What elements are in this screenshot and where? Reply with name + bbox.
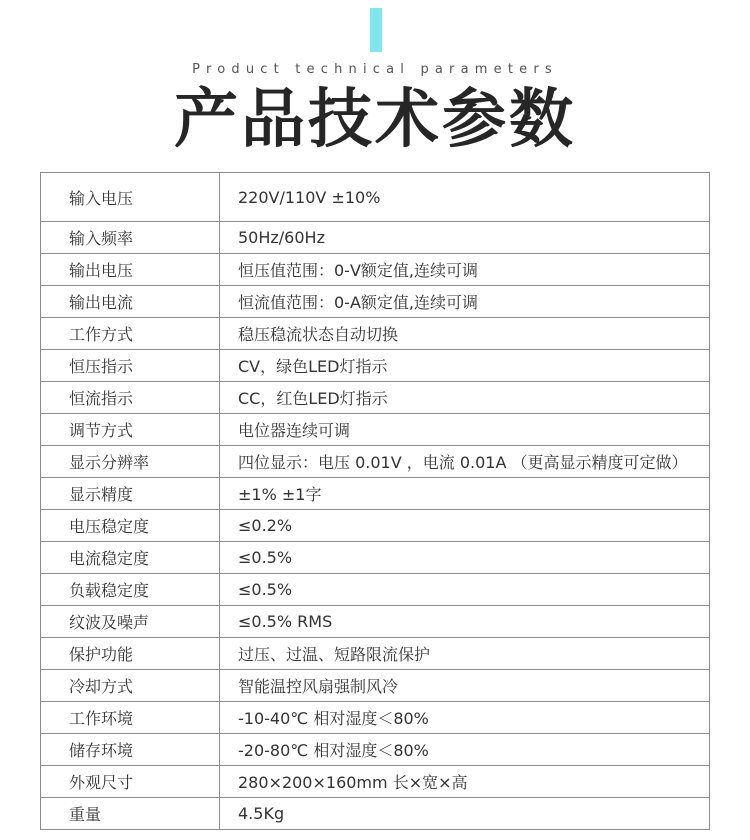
- parameter-value: 50Hz/60Hz: [220, 222, 710, 254]
- parameter-label: 显示分辨率: [41, 446, 220, 478]
- table-row: [41, 173, 710, 222]
- parameter-label: 工作环境: [41, 702, 220, 734]
- parameter-label: 输入频率: [41, 222, 220, 254]
- parameter-value: 220V/110V ±10%: [220, 173, 710, 222]
- parameter-label: 储存环境: [41, 734, 220, 766]
- parameter-label: 工作方式: [41, 318, 220, 350]
- table-row: [41, 382, 710, 414]
- parameter-label: 负载稳定度: [41, 574, 220, 606]
- table-row: [41, 318, 710, 350]
- parameters-table-body: [41, 173, 710, 830]
- accent-bar: [370, 8, 382, 52]
- parameter-label: 调节方式: [41, 414, 220, 446]
- table-row: [41, 350, 710, 382]
- parameter-value: 280×200×160mm 长×宽×高: [220, 766, 710, 798]
- parameter-value: 四位显示：电压 0.01V ，电流 0.01A （更高显示精度可定做）: [220, 446, 710, 478]
- parameters-table: [40, 172, 710, 830]
- parameter-label: 外观尺寸: [41, 766, 220, 798]
- table-row: [41, 414, 710, 446]
- parameter-value: 过压、过温、短路限流保护: [220, 638, 710, 670]
- parameter-value: 智能温控风扇强制风冷: [220, 670, 710, 702]
- parameter-value: 恒流值范围：0-A额定值,连续可调: [220, 286, 710, 318]
- parameter-value: -20-80℃ 相对湿度＜80%: [220, 734, 710, 766]
- parameter-value: CV，绿色LED灯指示: [220, 350, 710, 382]
- parameter-value: 稳压稳流状态自动切换: [220, 318, 710, 350]
- table-row: [41, 446, 710, 478]
- table-row: [41, 734, 710, 766]
- table-row: [41, 798, 710, 830]
- parameter-label: 输出电流: [41, 286, 220, 318]
- parameter-label: 电压稳定度: [41, 510, 220, 542]
- table-row: [41, 222, 710, 254]
- page-subtitle: Product technical parameters: [192, 62, 558, 77]
- table-row: [41, 254, 710, 286]
- parameter-value: ≤0.5%: [220, 542, 710, 574]
- parameter-value: -10-40℃ 相对湿度＜80%: [220, 702, 710, 734]
- page-title: 产品技术参数: [174, 83, 576, 157]
- table-row: [41, 574, 710, 606]
- parameter-value: ≤0.5%: [220, 574, 710, 606]
- table-row: [41, 542, 710, 574]
- table-row: [41, 606, 710, 638]
- parameter-value: ≤0.5% RMS: [220, 606, 710, 638]
- parameter-label: 输出电压: [41, 254, 220, 286]
- parameter-label: 冷却方式: [41, 670, 220, 702]
- parameter-label: 保护功能: [41, 638, 220, 670]
- parameter-label: 重量: [41, 798, 220, 830]
- parameter-label: 恒流指示: [41, 382, 220, 414]
- parameter-value: 4.5Kg: [220, 798, 710, 830]
- parameter-value: ±1% ±1字: [220, 478, 710, 510]
- table-row: [41, 510, 710, 542]
- parameter-label: 电流稳定度: [41, 542, 220, 574]
- table-row: [41, 670, 710, 702]
- parameter-value: ≤0.2%: [220, 510, 710, 542]
- table-row: [41, 638, 710, 670]
- parameter-label: 输入电压: [41, 173, 220, 222]
- parameter-value: 恒压值范围：0-V额定值,连续可调: [220, 254, 710, 286]
- table-row: [41, 478, 710, 510]
- table-row: [41, 286, 710, 318]
- table-row: [41, 766, 710, 798]
- parameter-value: 电位器连续可调: [220, 414, 710, 446]
- table-row: [41, 702, 710, 734]
- parameter-value: CC，红色LED灯指示: [220, 382, 710, 414]
- parameter-label: 显示精度: [41, 478, 220, 510]
- parameter-label: 恒压指示: [41, 350, 220, 382]
- parameter-label: 纹波及噪声: [41, 606, 220, 638]
